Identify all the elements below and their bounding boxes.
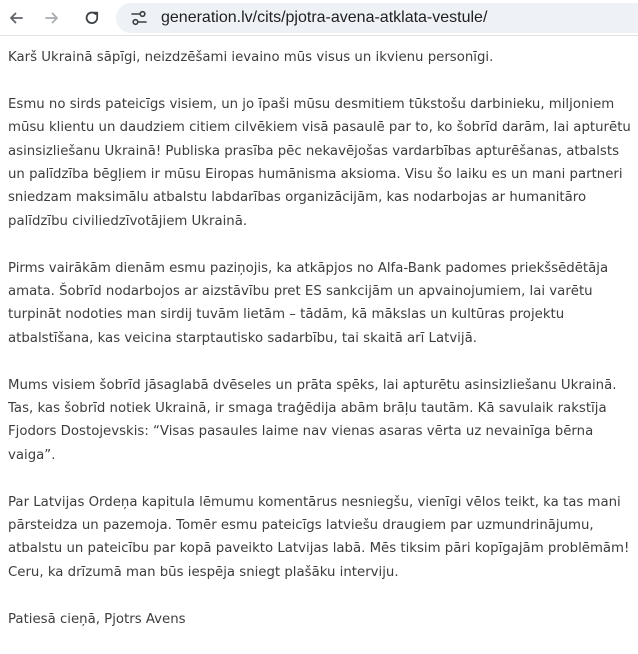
browser-toolbar (0, 0, 638, 36)
paragraph-signature: Patiesā cieņā, Pjotrs Avens (8, 611, 186, 627)
site-settings-icon[interactable] (130, 10, 148, 26)
paragraph-intro: Karš Ukrainā sāpīgi, neizdzēšami ievaino mūs visus un ikvienu personīgi. (8, 50, 494, 65)
back-button[interactable] (2, 4, 30, 32)
arrow-left-icon (7, 9, 25, 27)
paragraph-gratitude: Esmu no sirds pateicīgs visiem, un jo īpaši mūsu desmitiem tūkstošu darbinieku, miljoniem mūsu klientu un daudziem citiem cilvēkiem visā pasaulē par to, ko šobrīd darām, lai apturētu asinsizliešanu Ukrainā! Publiska prasība pēc nekavējošas vardarbības apturēšanas, atbalsts un palīdzība bēgļiem ir mūsu Eiropas humānisma aksioma. Visu šo laiku es un mani partneri sniedzam maksimālu atbalstu labdarības organizācijām, kas nodarbojas ar humanitāro palīdzību civiliedzīvotājiem Ukrainā. (8, 96, 631, 229)
address-bar[interactable] (116, 3, 638, 33)
paragraph-order-decision: Par Latvijas Ordeņa kapitula lēmumu komentārus nesniegšu, vienīgi vēlos teikt, ka tas mani pārsteidza un pazemoja. Tomēr esmu pateicīgs latviešu draugiem par uzmundrinājumu, atbalstu un pateicību par kopā paveikto Latvijas labā. Mēs tiksim pāri kopīgajām problēmām! Ceru, ka drīzumā man būs iespēja sniegt plašāku interviju. (8, 494, 630, 580)
url-path: /cits/pjotra-avena-atklata-vestule/ (252, 9, 488, 26)
reload-button[interactable] (78, 4, 106, 32)
url-text[interactable] (161, 9, 487, 27)
arrow-right-icon (43, 9, 61, 27)
url-domain: generation.lv (161, 9, 253, 26)
reload-icon (83, 9, 101, 27)
paragraph-resignation: Pirms vairākām dienām esmu paziņojis, ka atkāpjos no Alfa-Bank padomes priekšsēdētāja amata. Šobrīd nodarbojos ar aizstāvību pret ES sankcijām un apvainojumiem, lai varētu turpināt nodoties man sirdij tuvām lietām – tādām, kā mākslas un kultūras projektu atbalstīšana, kas veicina starptautisko sadarbību, tai skaitā arī Latvijā. (8, 260, 609, 346)
forward-button[interactable] (38, 4, 66, 32)
article-body (8, 36, 634, 654)
paragraph-tragedy: Mums visiem šobrīd jāsaglabā dvēseles un prāta spēks, lai apturētu asinsizliešanu Ukrainā. Tas, kas šobrīd notiek Ukrainā, ir smaga traģēdija abām brāļu tautām. Kā savulaik rakstīja Fjodors Dostojevskis: “Visas pasaules laime nav vienas asaras vērta uz nevainīga bērna vaiga”. (8, 377, 617, 463)
